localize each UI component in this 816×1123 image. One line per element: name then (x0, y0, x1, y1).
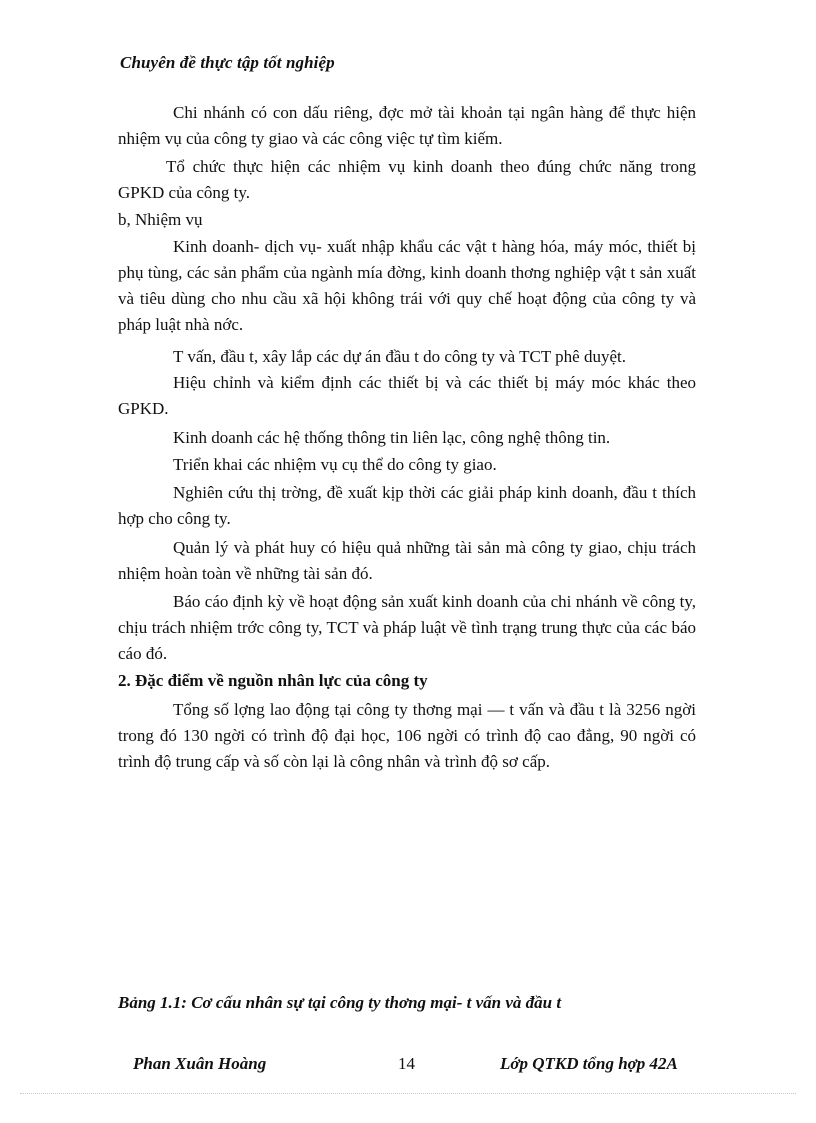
paragraph-branch-seal: Chi nhánh có con dấu riêng, đợc mở tài khoản tại ngân hàng để thực hiện nhiệm vụ của công ty giao và các công việc tự tìm kiếm. (118, 103, 696, 148)
paragraph-it-business: Kinh doanh các hệ thống thông tin liên lạc, công nghệ thông tin. (173, 428, 611, 447)
paragraph-consulting: T vấn, đầu t, xây lắp các dự án đầu t do công ty và TCT phê duyệt. (173, 347, 626, 366)
page-header-title: Chuyên đề thực tập tốt nghiệp (120, 53, 335, 72)
paragraph-asset-management: Quản lý và phát huy có hiệu quả những tài sản mà công ty giao, chịu trách nhiệm hoàn toàn về những tài sản đó. (118, 538, 696, 583)
paragraph-deploy-tasks: Triển khai các nhiệm vụ cụ thể do công ty giao. (173, 455, 497, 474)
paragraph-trading-services: Kinh doanh- dịch vụ- xuất nhập khẩu các vật t hàng hóa, máy móc, thiết bị phụ tùng, các sản phẩm của ngành mía đờng, kinh doanh thơng nghiệp vật t sản xuất và tiêu dùng cho nhu cầu xã hội không trái với quy chế hoạt động của công ty và pháp luật nhà nớc. (118, 237, 696, 334)
paragraph-market-research: Nghiên cứu thị trờng, đề xuất kịp thời các giải pháp kinh doanh, đầu t thích hợp cho công ty. (118, 483, 696, 528)
table-caption: Bảng 1.1: Cơ cấu nhân sự tại công ty thơng mại- t vấn và đầu t (118, 993, 562, 1012)
footer-class: Lớp QTKD tổng hợp 42A (500, 1054, 678, 1073)
section-heading-human-resources: 2. Đặc điểm về nguồn nhân lực của công ty (118, 671, 428, 690)
paragraph-calibration: Hiệu chỉnh và kiểm định các thiết bị và các thiết bị máy móc khác theo GPKD. (118, 373, 696, 418)
paragraph-business-tasks: Tổ chức thực hiện các nhiệm vụ kinh doanh theo đúng chức năng trong GPKD của công ty. (118, 157, 696, 202)
paragraph-workforce: Tổng số lợng lao động tại công ty thơng mại — t vấn và đầu t là 3256 ngời trong đó 130 ngời có trình độ đại học, 106 ngời có trình độ cao đẳng, 90 ngời có trình độ trung cấp và số còn lại là công nhân và trình độ sơ cấp. (118, 700, 696, 771)
footer-author: Phan Xuân Hoàng (133, 1054, 267, 1073)
page-bottom-divider (20, 1093, 796, 1094)
paragraph-periodic-reports: Báo cáo định kỳ về hoạt động sản xuất kinh doanh của chi nhánh về công ty, chịu trách nhiệm trớc công ty, TCT và pháp luật về tình trạng trung thực của các báo cáo đó. (118, 592, 696, 663)
section-subheading-duties: b, Nhiệm vụ (118, 210, 203, 229)
footer-page-number: 14 (398, 1054, 415, 1073)
